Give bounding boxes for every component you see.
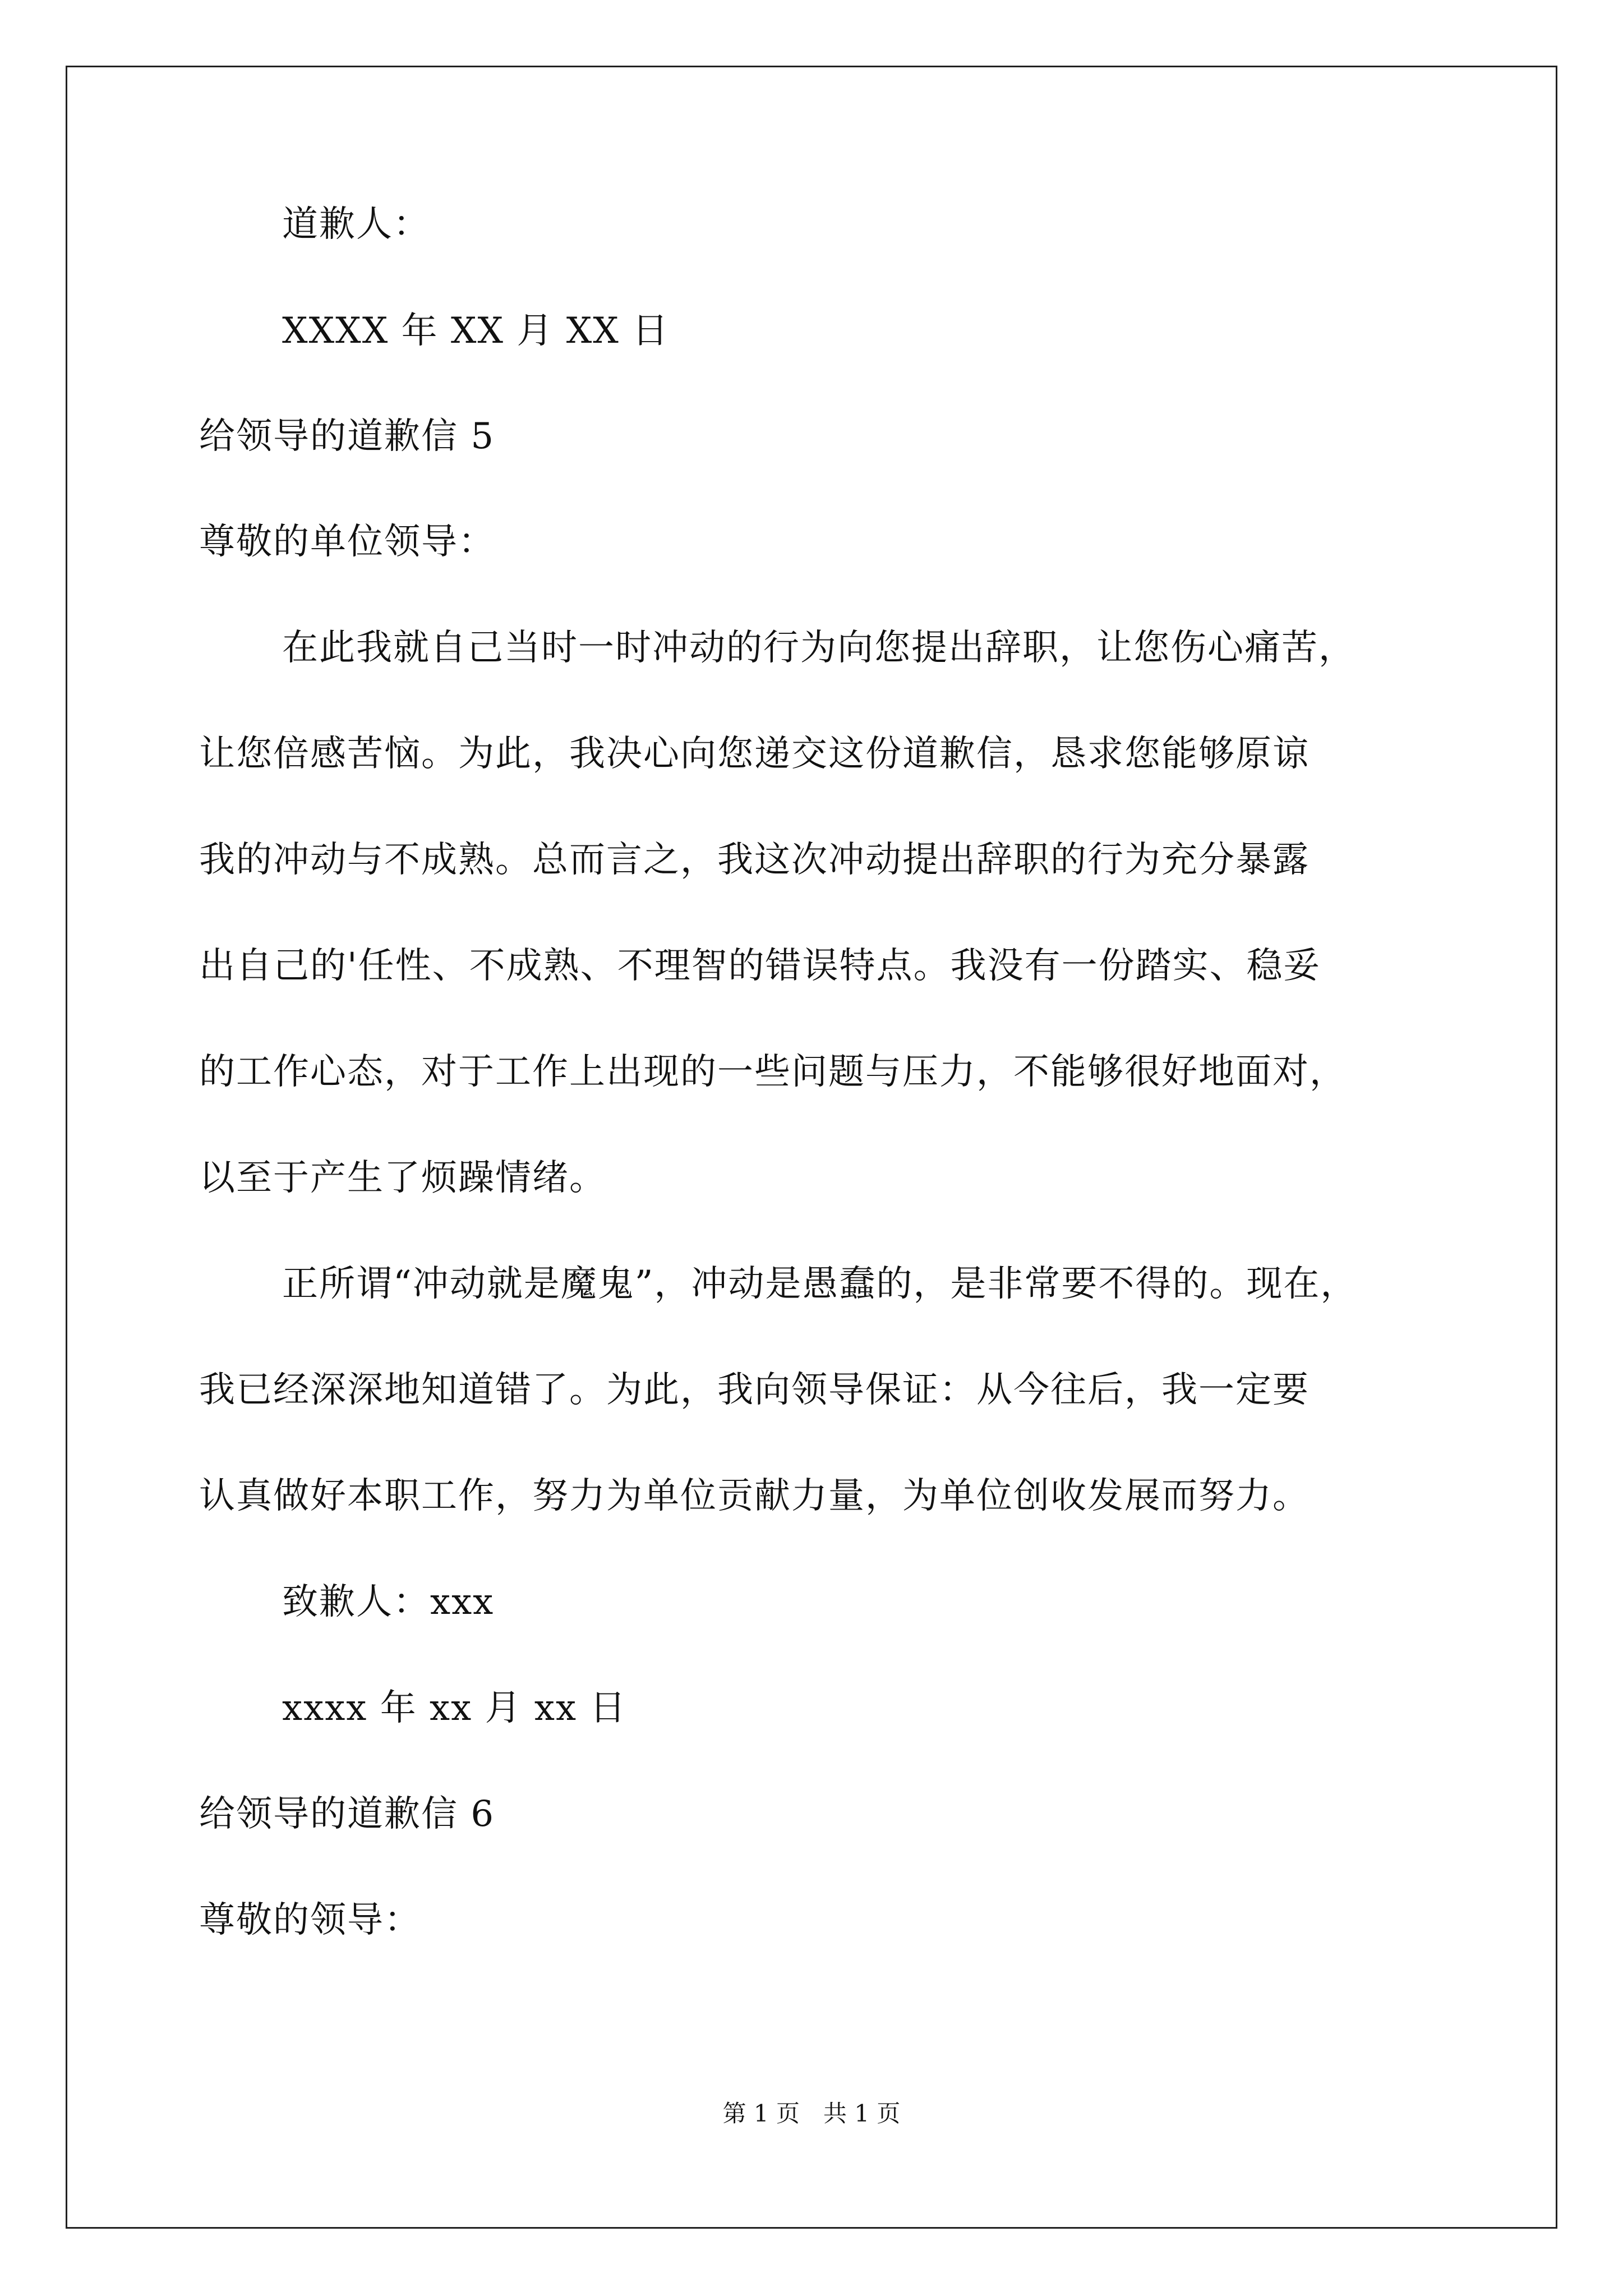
paragraph-line: 在此我就自己当时一时冲动的行为向您提出辞职，让您伤心痛苦， xyxy=(282,627,1355,669)
signature-label: 道歉人： xyxy=(282,204,430,245)
paragraph-line: 出自己的'任性、不成熟、不理智的错误特点。我没有一份踏实、稳妥 xyxy=(199,945,1321,987)
page-footer: 第 1 页 共 1 页 xyxy=(722,2100,901,2127)
paragraph-line: 的工作心态，对于工作上出现的一些问题与压力，不能够很好地面对， xyxy=(199,1051,1347,1093)
salutation: 尊敬的单位领导： xyxy=(199,521,495,563)
paragraph-line: 正所谓“冲动就是魔鬼”，冲动是愚蠢的，是非常要不得的。现在， xyxy=(282,1263,1358,1305)
signature-line: 致歉人：xxx xyxy=(282,1581,495,1623)
paragraph-line: 我的冲动与不成熟。总而言之，我这次冲动提出辞职的行为充分暴露 xyxy=(199,839,1310,881)
date-line: xxxx 年 xx 月 xx 日 xyxy=(282,1687,627,1729)
paragraph-line: 我已经深深地知道错了。为此，我向领导保证：从今往后，我一定要 xyxy=(199,1369,1310,1411)
section-title: 给领导的道歉信 6 xyxy=(199,1793,495,1835)
paragraph-line: 让您倍感苦恼。为此，我决心向您递交这份道歉信，恳求您能够原谅 xyxy=(199,733,1310,775)
salutation: 尊敬的领导： xyxy=(199,1899,421,1941)
paragraph-line: 认真做好本职工作，努力为单位贡献力量，为单位创收发展而努力。 xyxy=(199,1475,1310,1517)
date-line: XXXX 年 XX 月 XX 日 xyxy=(282,310,670,352)
paragraph-line: 以至于产生了烦躁情绪。 xyxy=(199,1157,606,1199)
section-title: 给领导的道歉信 5 xyxy=(199,416,495,457)
